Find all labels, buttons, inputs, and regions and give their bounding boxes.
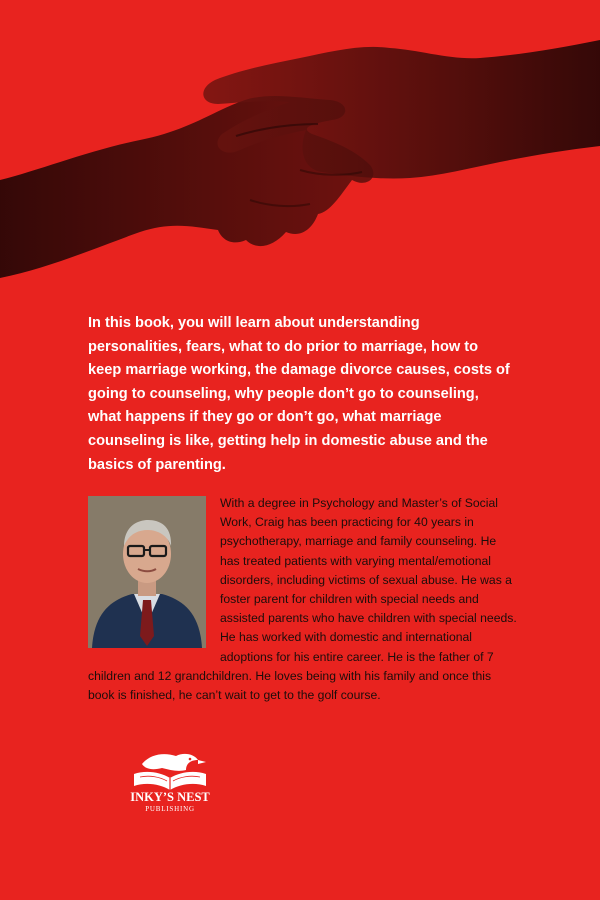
handshake-illustration — [0, 0, 600, 280]
publisher-name: INKY’S NEST — [130, 790, 210, 804]
author-bio-text: With a degree in Psychology and Master’s of Social Work, Craig has been practicing for 40 years in psychotherapy, marriage and family counseling. He has treated patients with varying mental/emotional disorders, including victims of sexual abuse. He was a foster parent for children with special needs and assisted parents who have children with special needs. He has worked with domestic and international adoptions for his entire career. He is the father of 7 children and 12 grandchildren. He loves being with his family and once this book is finished, he can’t wait to get to the golf course. — [88, 496, 517, 703]
bird-on-book-icon — [120, 750, 220, 814]
publisher-sub: PUBLISHING — [145, 805, 195, 813]
publisher-logo — [120, 750, 220, 814]
book-description: In this book, you will learn about understanding personalities, fears, what to do prior to marriage, how to keep marriage working, the damage divorce causes, costs of going to counseling, why people don’t go to counseling, what happens if they go or don’t go, what marriage counseling is like, getting help in domestic abuse and the basics of parenting. — [88, 315, 510, 473]
author-photo — [88, 496, 206, 648]
author-bio — [88, 494, 518, 705]
